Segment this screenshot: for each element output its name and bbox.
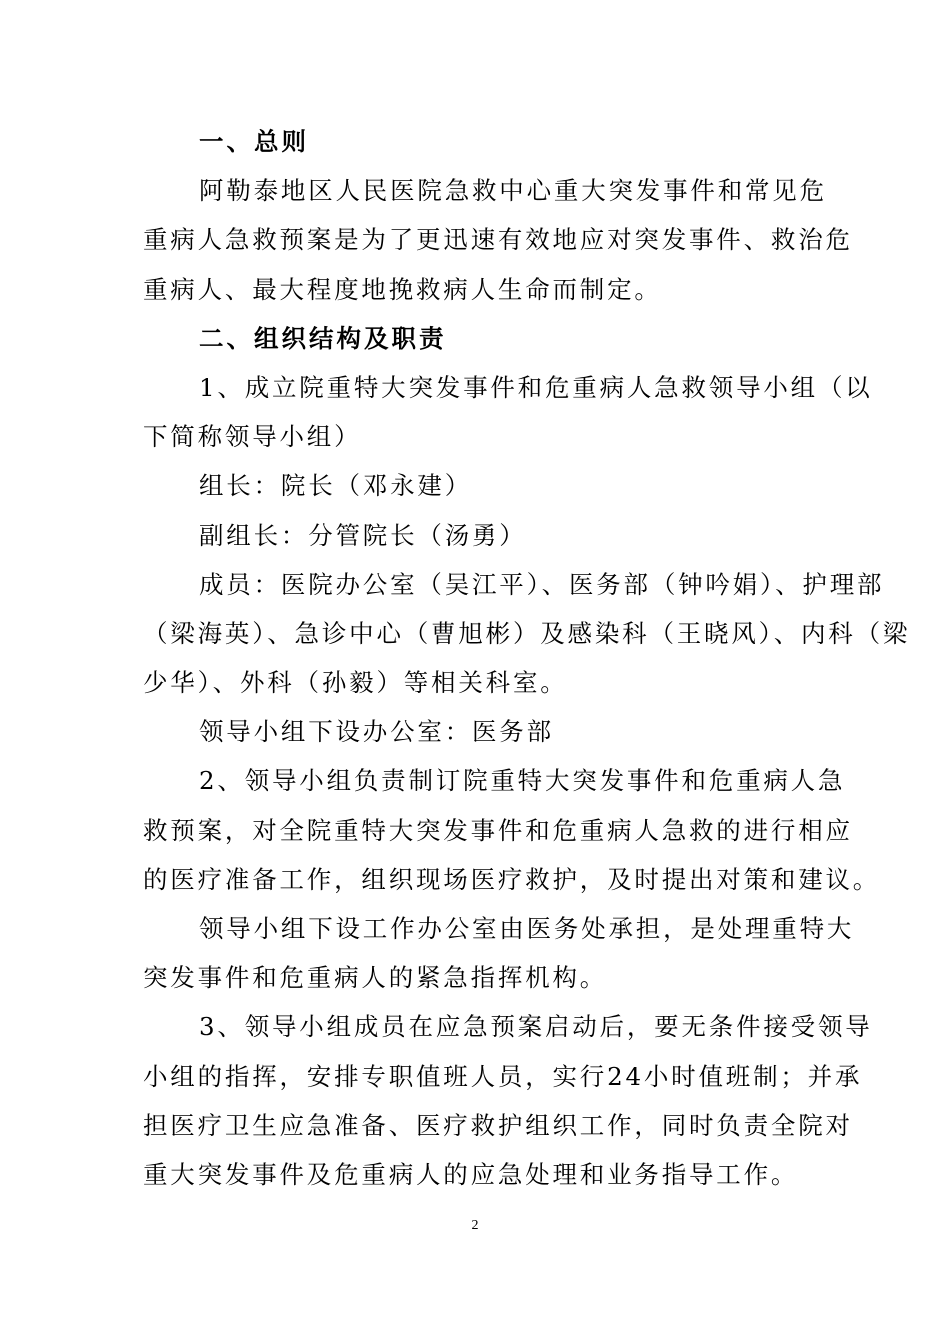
paragraph-line: （梁海英）、急诊中心（曹旭彬）及感染科（王晓风）、内科（梁 (143, 618, 911, 648)
document-body (143, 117, 911, 1199)
section-heading-organization: 二、组织结构及职责 (199, 323, 447, 353)
paragraph-line: 担医疗卫生应急准备、医疗救护组织工作，同时负责全院对 (143, 1110, 853, 1140)
paragraph-line: 阿勒泰地区人民医院急救中心重大突发事件和常见危 (199, 176, 827, 206)
section-heading-general: 一、总则 (199, 127, 309, 156)
paragraph-line: 副组长：分管院长（汤勇） (199, 520, 527, 550)
paragraph-line: 领导小组下设办公室：医务部 (199, 717, 554, 747)
paragraph-line: 2、领导小组负责制订院重特大突发事件和危重病人急 (199, 766, 846, 796)
paragraph-line: 成员：医院办公室（吴江平）、医务部（钟吟娟）、护理部 (199, 569, 885, 599)
paragraph-line: 领导小组下设工作办公室由医务处承担，是处理重特大 (199, 914, 855, 943)
paragraph-line: 3、领导小组成员在应急预案启动后，要无条件接受领导 (199, 1012, 873, 1042)
paragraph-line: 救预案，对全院重特大突发事件和危重病人急救的进行相应 (143, 815, 853, 845)
paragraph-line: 重病人、最大程度地挽救病人生命而制定。 (143, 274, 662, 304)
paragraph-line: 的医疗准备工作，组织现场医疗救护，及时提出对策和建议。 (143, 864, 881, 894)
paragraph-line: 少华）、外科（孙毅）等相关科室。 (143, 668, 568, 698)
paragraph-line: 突发事件和危重病人的紧急指挥机构。 (143, 963, 608, 993)
paragraph-line: 组长：院长（邓永建） (199, 471, 472, 501)
paragraph-line: 小组的指挥，安排专职值班人员，实行24小时值班制；并承 (143, 1061, 863, 1091)
paragraph-line: 下简称领导小组） (143, 422, 362, 452)
page-number: 2 (471, 1218, 479, 1233)
paragraph-line: 1、成立院重特大突发事件和危重病人急救领导小组（以 (199, 372, 873, 402)
paragraph-line: 重病人急救预案是为了更迅速有效地应对突发事件、救治危 (143, 225, 853, 255)
paragraph-line: 重大突发事件及危重病人的应急处理和业务指导工作。 (143, 1159, 799, 1189)
